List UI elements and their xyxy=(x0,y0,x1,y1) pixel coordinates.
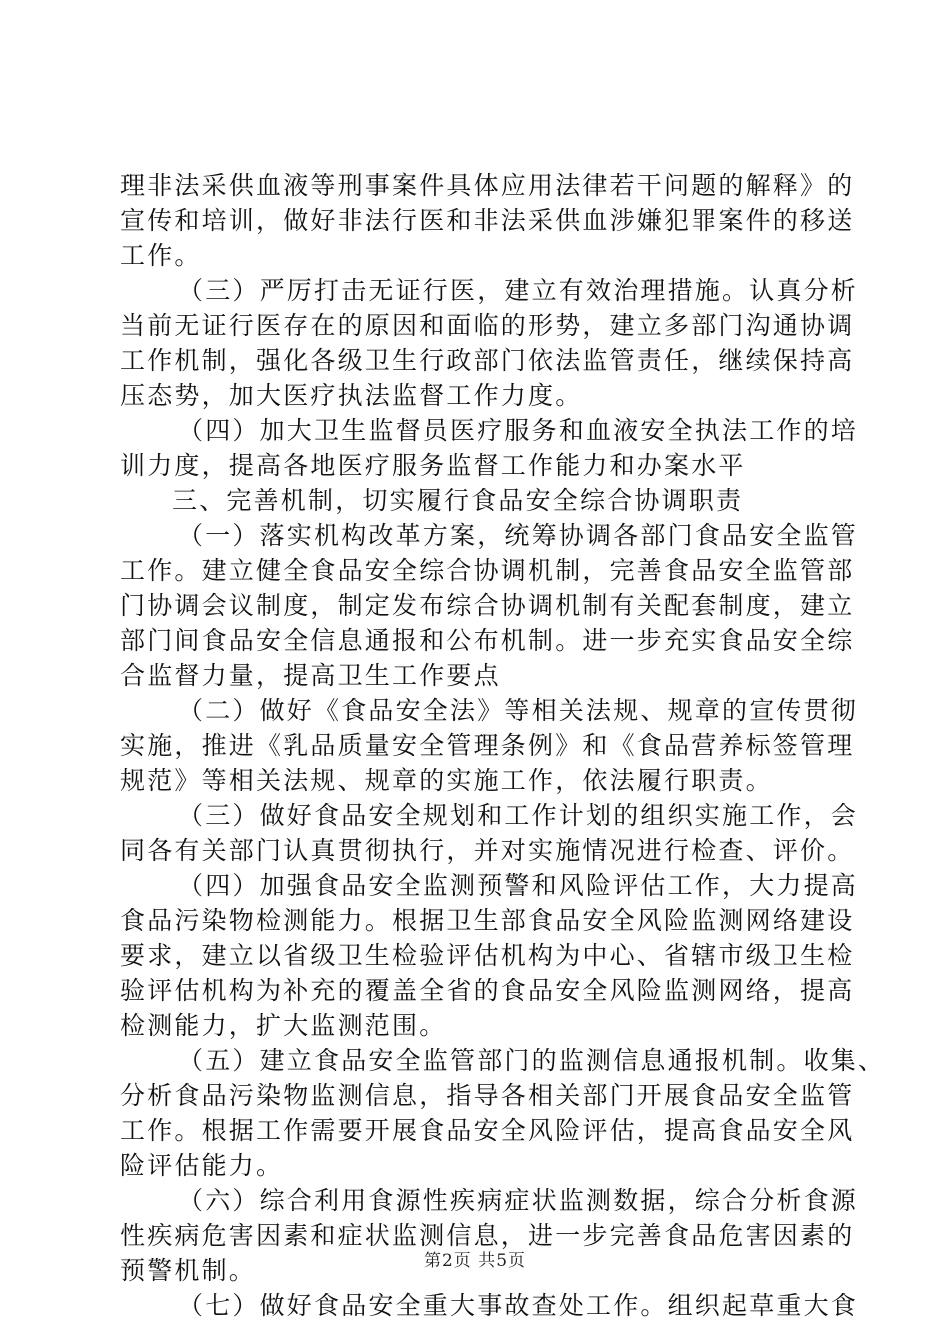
paragraph-start-line: （六）综合利用食源性疾病症状监测数据，综合分析食源 xyxy=(178,1186,859,1215)
document-body xyxy=(120,168,886,1323)
paragraph-start-line: （二）做好《食品安全法》等相关法规、规章的宣传贯彻 xyxy=(178,696,859,725)
paragraph-start-line: （四）加大卫生监督员医疗服务和血液安全执法工作的培 xyxy=(178,416,859,445)
paragraph-start-line: （五）建立食品安全监管部门的监测信息通报机制。收集、 xyxy=(178,1046,886,1075)
text-line: 宣传和培训，做好非法行医和非法采供血涉嫌犯罪案件的移送 xyxy=(120,206,855,235)
text-line: 险评估能力。 xyxy=(120,1151,284,1180)
text-line: 实施，推进《乳品质量安全管理条例》和《食品营养标签管理 xyxy=(120,731,855,760)
section-heading: 三、完善机制，切实履行食品安全综合协调职责 xyxy=(172,486,744,515)
text-line: 工作。根据工作需要开展食品安全风险评估，提高食品安全风 xyxy=(120,1116,855,1145)
paragraph-start-line: （一）落实机构改革方案，统筹协调各部门食品安全监管 xyxy=(178,521,859,550)
text-line: 要求，建立以省级卫生检验评估机构为中心、省辖市级卫生检 xyxy=(120,941,855,970)
text-line: 检测能力，扩大监测范围。 xyxy=(120,1011,447,1040)
text-line: 工作。 xyxy=(120,241,202,270)
text-line: 性疾病危害因素和症状监测信息，进一步完善食品危害因素的 xyxy=(120,1221,855,1250)
paragraph-start-line: （七）做好食品安全重大事故查处工作。组织起草重大食 xyxy=(178,1291,859,1320)
paragraph-start-line: （三）做好食品安全规划和工作计划的组织实施工作，会 xyxy=(178,801,859,830)
text-line: 预警机制。 xyxy=(120,1256,257,1285)
page-number-footer: 第2页 共5页 xyxy=(423,1251,527,1271)
text-line: 门协调会议制度，制定发布综合协调机制有关配套制度，建立 xyxy=(120,591,855,620)
text-line: 理非法采供血液等刑事案件具体应用法律若干问题的解释》的 xyxy=(120,171,855,200)
text-line: 当前无证行医存在的原因和面临的形势，建立多部门沟通协调 xyxy=(120,311,855,340)
paragraph-start-line: （三）严厉打击无证行医，建立有效治理措施。认真分析 xyxy=(178,276,859,305)
text-line: 部门间食品安全信息通报和公布机制。进一步充实食品安全综 xyxy=(120,626,855,655)
text-line: 分析食品污染物监测信息，指导各相关部门开展食品安全监管 xyxy=(120,1081,855,1110)
text-line: 工作。建立健全食品安全综合协调机制，完善食品安全监管部 xyxy=(120,556,855,585)
text-line: 合监督力量，提高卫生工作要点 xyxy=(120,661,501,690)
text-line: 训力度，提高各地医疗服务监督工作能力和办案水平 xyxy=(120,451,746,480)
text-line: 压态势，加大医疗执法监督工作力度。 xyxy=(120,381,583,410)
text-line: 食品污染物检测能力。根据卫生部食品安全风险监测网络建设 xyxy=(120,906,855,935)
paragraph-start-line: （四）加强食品安全监测预警和风险评估工作，大力提高 xyxy=(178,871,859,900)
text-line: 验评估机构为补充的覆盖全省的食品安全风险监测网络，提高 xyxy=(120,976,855,1005)
text-line: 规范》等相关法规、规章的实施工作，依法履行职责。 xyxy=(120,766,773,795)
text-line: 工作机制，强化各级卫生行政部门依法监管责任，继续保持高 xyxy=(120,346,855,375)
text-line: 同各有关部门认真贯彻执行，并对实施情况进行检查、评价。 xyxy=(120,836,855,865)
